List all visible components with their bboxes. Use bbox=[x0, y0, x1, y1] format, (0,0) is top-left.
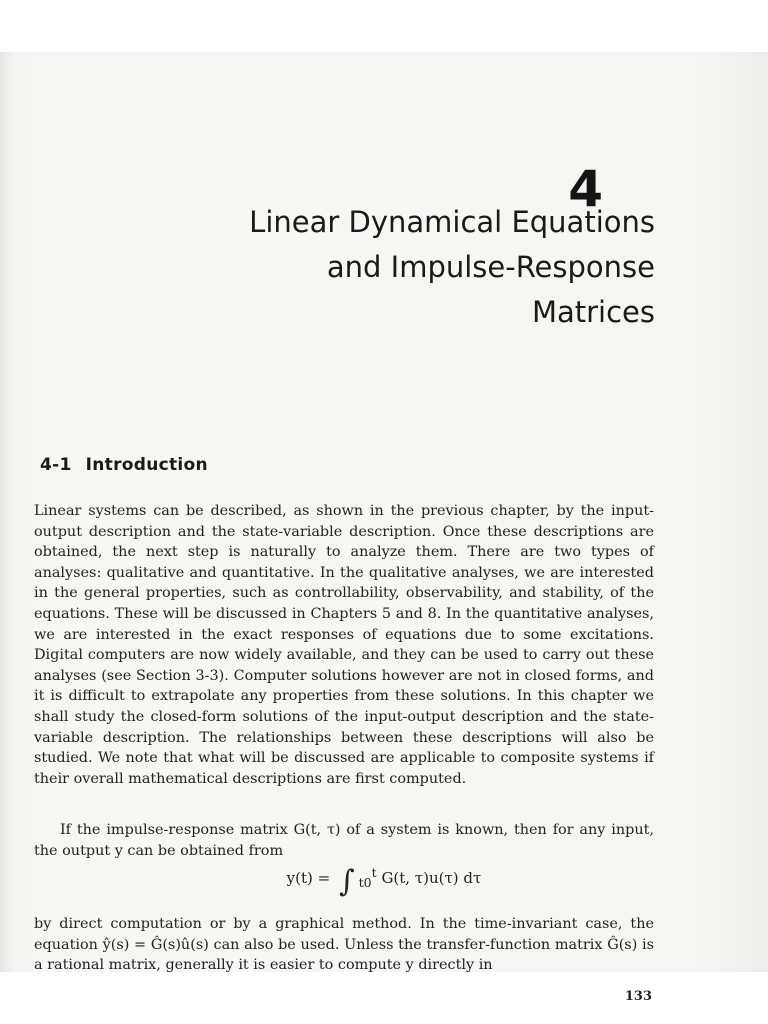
book-page bbox=[0, 52, 768, 1004]
paragraph: by direct computation or by a graphical method. In the time-invariant case, the equation ŷ(s) = Ĝ(s)û(s) can also be used. Unless the transfer-function matrix Ĝ(s) is a rational matrix, generally it is easier to compute y directly in bbox=[34, 916, 654, 974]
section-number: 4-1 bbox=[40, 455, 72, 475]
chapter-title-line: Linear Dynamical Equations bbox=[249, 205, 655, 239]
chapter-title bbox=[249, 200, 655, 335]
equation bbox=[0, 864, 768, 899]
chapter-title-line: Matrices bbox=[531, 295, 655, 329]
section-heading bbox=[40, 455, 208, 475]
chapter-title-line: and Impulse-Response bbox=[326, 250, 655, 284]
integral-sign: ∫ bbox=[339, 864, 355, 899]
equation-lhs: y(t) = bbox=[286, 869, 331, 887]
paragraph: If the impulse-response matrix G(t, τ) of a system is known, then for any input, the output y can be obtained from bbox=[34, 822, 654, 859]
page-number: 133 bbox=[624, 989, 652, 1004]
integral-upper-limit: t bbox=[371, 865, 377, 880]
paragraph: Linear systems can be described, as shown in the previous chapter, by the input-output description and the state-variable description. Once these descriptions are obtained, the next step is naturally to analyze them. There are two types of analyses: qualitative and quantitative. In the qualitative analyses, we are interested in the general properties, such as controllability, observability, and stability, of the equations. These will be discussed in Chapters 5 and 8. In the quantitative analyses, we are interested in the exact responses of equations due to some excitations. Digital computers are now widely available, and they can be used to carry out these analyses (see Section 3-3). Computer solutions however are not in closed forms, and it is difficult to extrapolate any properties from these solutions. In this chapter we shall study the closed-form solutions of the input-output description and the state-variable description. The relationships between these descriptions will also be studied. We note that what will be discussed are applicable to composite systems if their overall mathematical descriptions are first computed. bbox=[34, 503, 654, 787]
integral-lower-limit: t0 bbox=[358, 875, 372, 890]
chapter-number: 4 bbox=[568, 160, 603, 218]
equation-integrand: G(t, τ)u(τ) dτ bbox=[381, 869, 482, 887]
section-title: Introduction bbox=[85, 455, 208, 475]
